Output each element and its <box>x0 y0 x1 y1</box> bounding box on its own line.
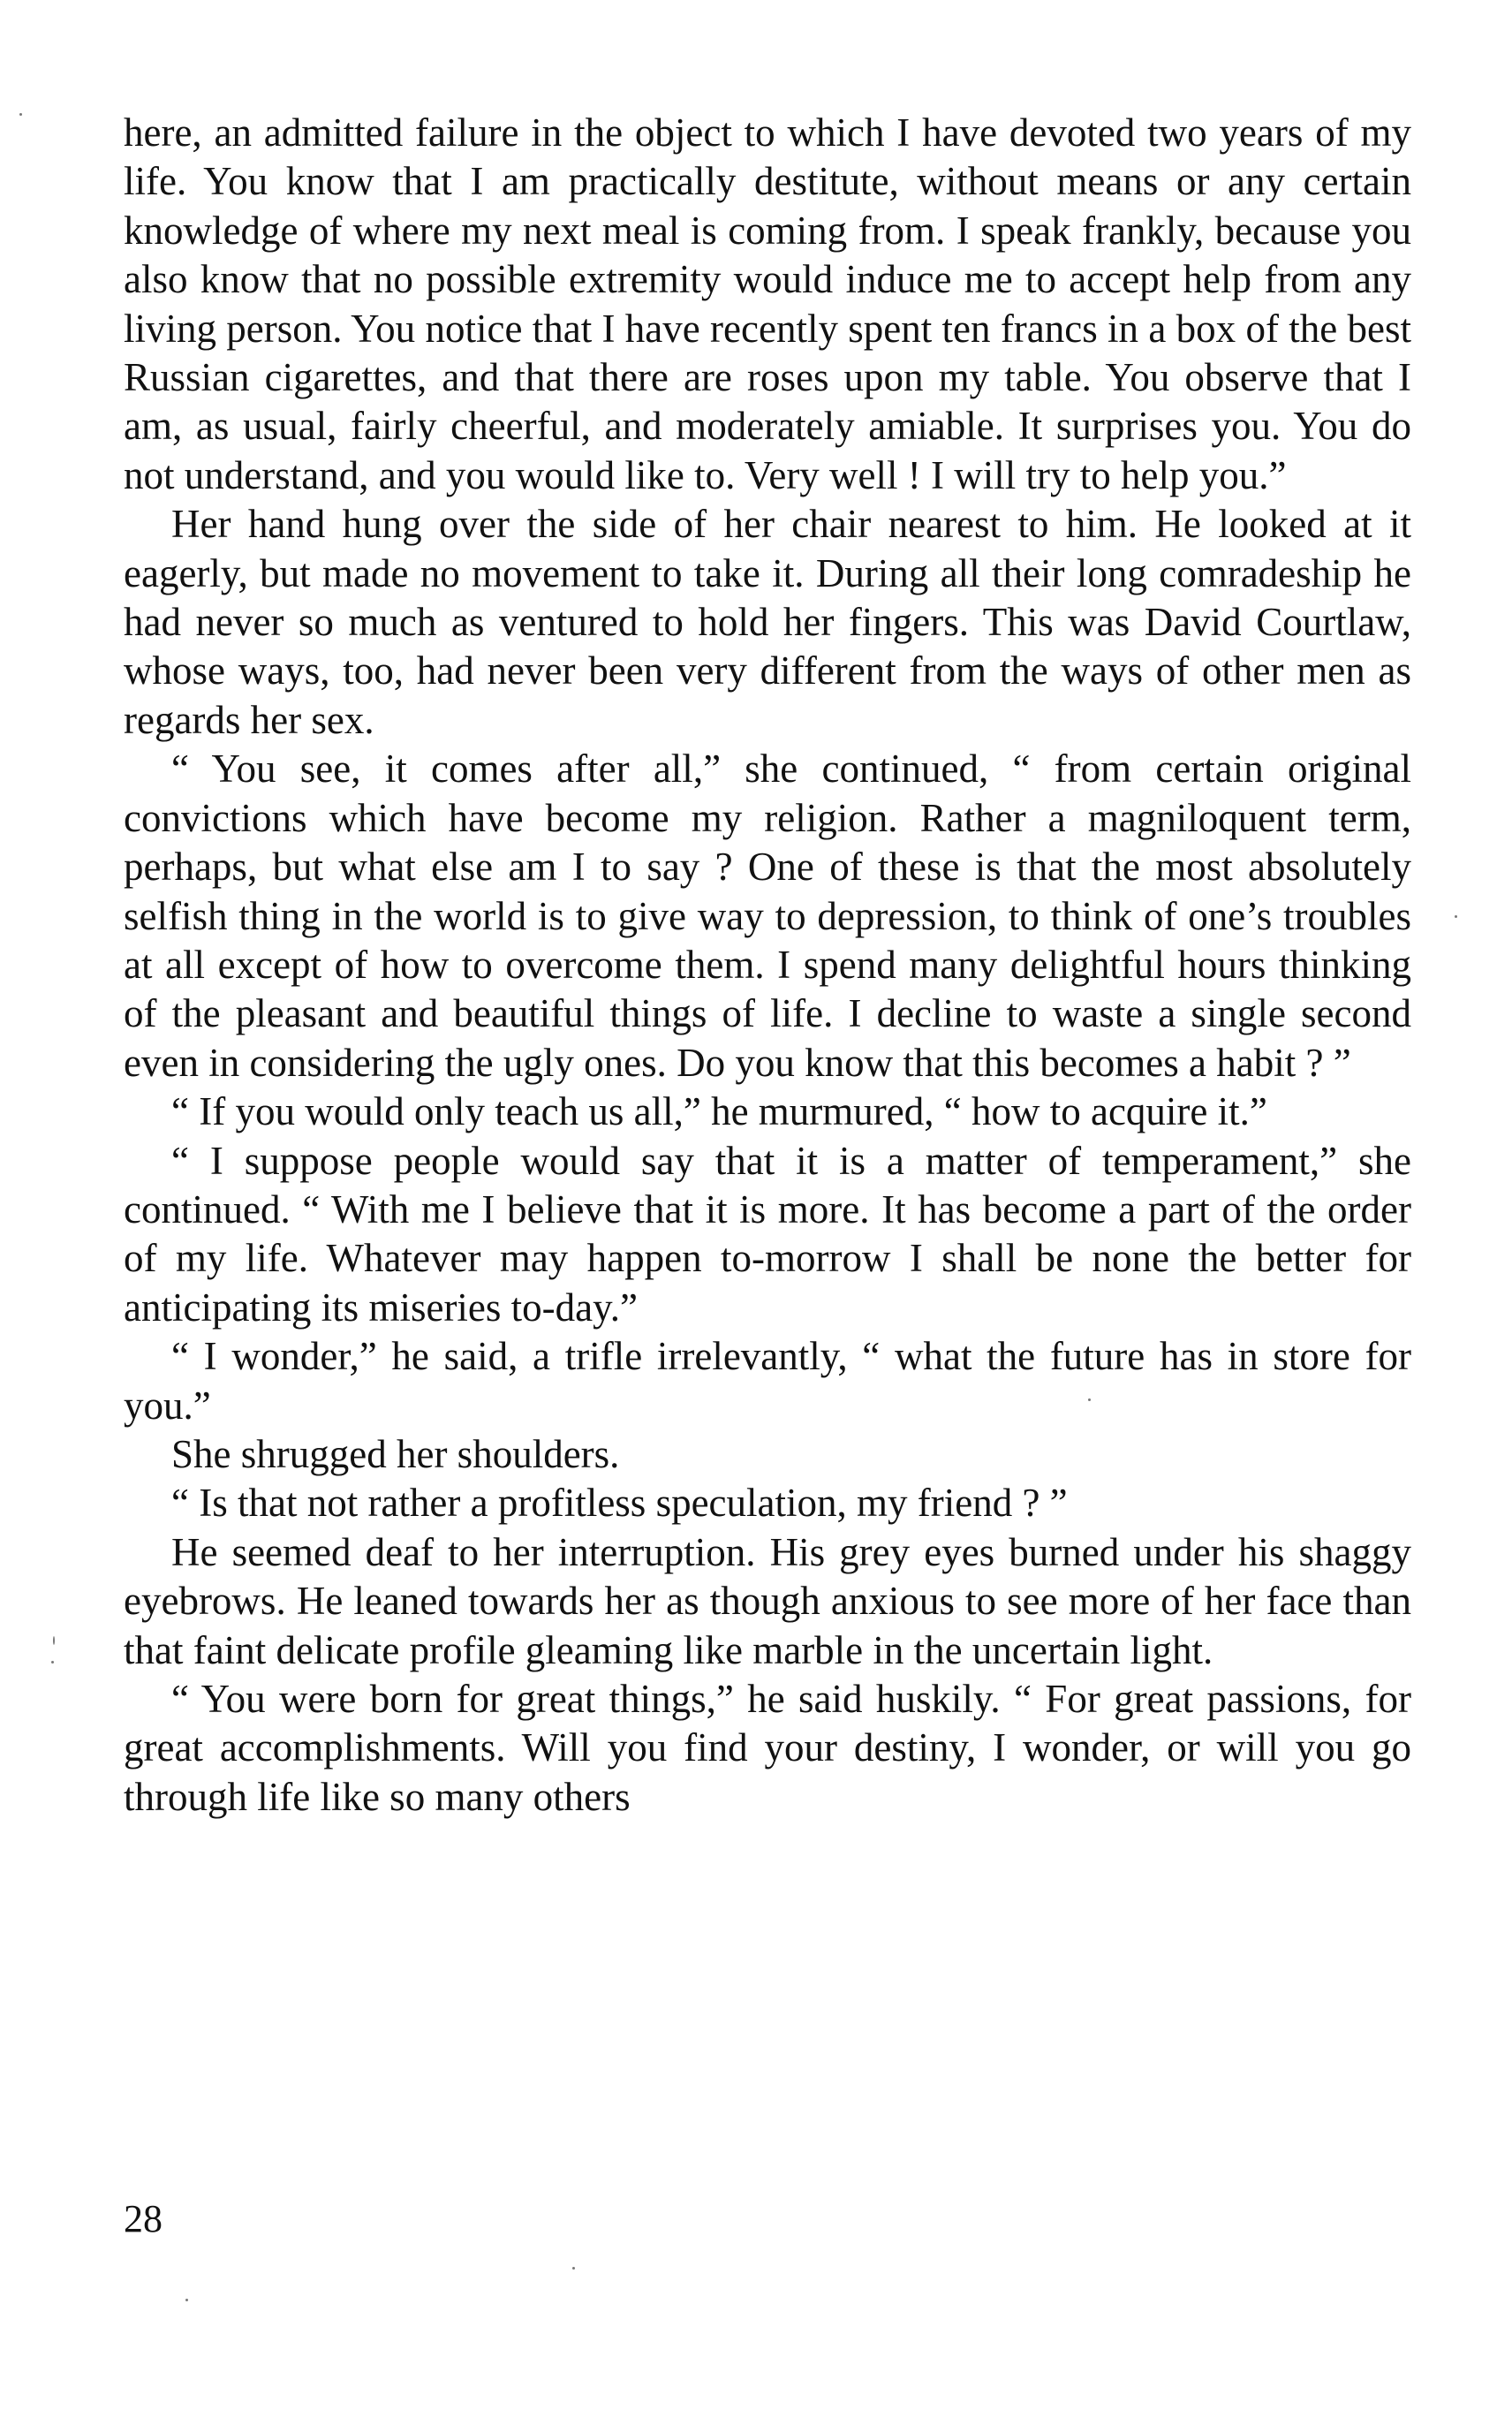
scan-speck <box>51 1661 54 1664</box>
paragraph: Her hand hung over the side of her chair nearest to him. He looked at it eagerly, but made no movement to take it. During all their long comradeship he had never so much as ventured to hold her fingers. This was David Courtlaw, whose ways, too, had never been very different from the ways of other men as regards her sex. <box>124 502 1411 742</box>
scan-speck <box>185 2299 188 2301</box>
scan-speck <box>19 113 22 116</box>
scan-speck <box>572 2267 575 2270</box>
scan-speck <box>1088 1398 1091 1401</box>
scan-speck <box>1455 915 1457 918</box>
paragraph: “ If you would only teach us all,” he murmured, “ how to acquire it.” <box>171 1089 1267 1134</box>
paragraph-continued: here, an admitted failure in the object to which I have devoted two years of my life. You know that I am practically destitute, without means or any certain knowledge of where my next meal is coming from. I speak frankly, because you also know that no possible extremity would induce me to accept help from any living person. You notice that I have recently spent ten francs in a box of the best Russian cigarettes, and that there are roses upon my table. You observe that I am, as usual, fairly cheerful, and moderately amiable. It surprises you. You do not understand, and you would like to. Very well ! I will try to help you.” <box>124 110 1411 497</box>
paragraph: “ I suppose people would say that it is a matter of temperament,” she continued. “ With me I believe that it is more. It has become a part of the order of my life. Whatever may happen to-morrow I shall be none the better for anticipating its miseries to-day.” <box>124 1138 1411 1330</box>
paragraph: “ You see, it comes after all,” she continued, “ from certain original convictions which have become my religion. Rather a magniloquent term, perhaps, but what else am I to say ? One of these is that the most absolutely selfish thing in the world is to give way to depression, to think of one’s troubles at all except of how to overcome them. I spend many delightful hours thinking of the pleasant and beautiful things of life. I decline to waste a single second even in considering the ugly ones. Do you know that this becomes a habit ? ” <box>124 746 1411 1085</box>
paragraph: “ I wonder,” he said, a trifle irrelevantly, “ what the future has in store for you.” <box>124 1334 1411 1428</box>
page-number: 28 <box>124 2197 163 2240</box>
paragraph: She shrugged her shoulders. <box>171 1431 620 1476</box>
paragraph: “ Is that not rather a profitless speculation, my friend ? ” <box>171 1481 1068 1526</box>
scan-speck <box>53 1636 55 1645</box>
paragraph: “ You were born for great things,” he said huskily. “ For great passions, for great accomplishments. Will you find your destiny, I wonder, or will you go through life like so many others <box>124 1677 1411 1819</box>
body-text <box>124 109 1411 1822</box>
paragraph: He seemed deaf to her interruption. His grey eyes burned under his shaggy eyebrows. He leaned towards her as though anxious to see more of her face than that faint delicate profile gleaming like marble in the uncertain light. <box>124 1529 1411 1672</box>
